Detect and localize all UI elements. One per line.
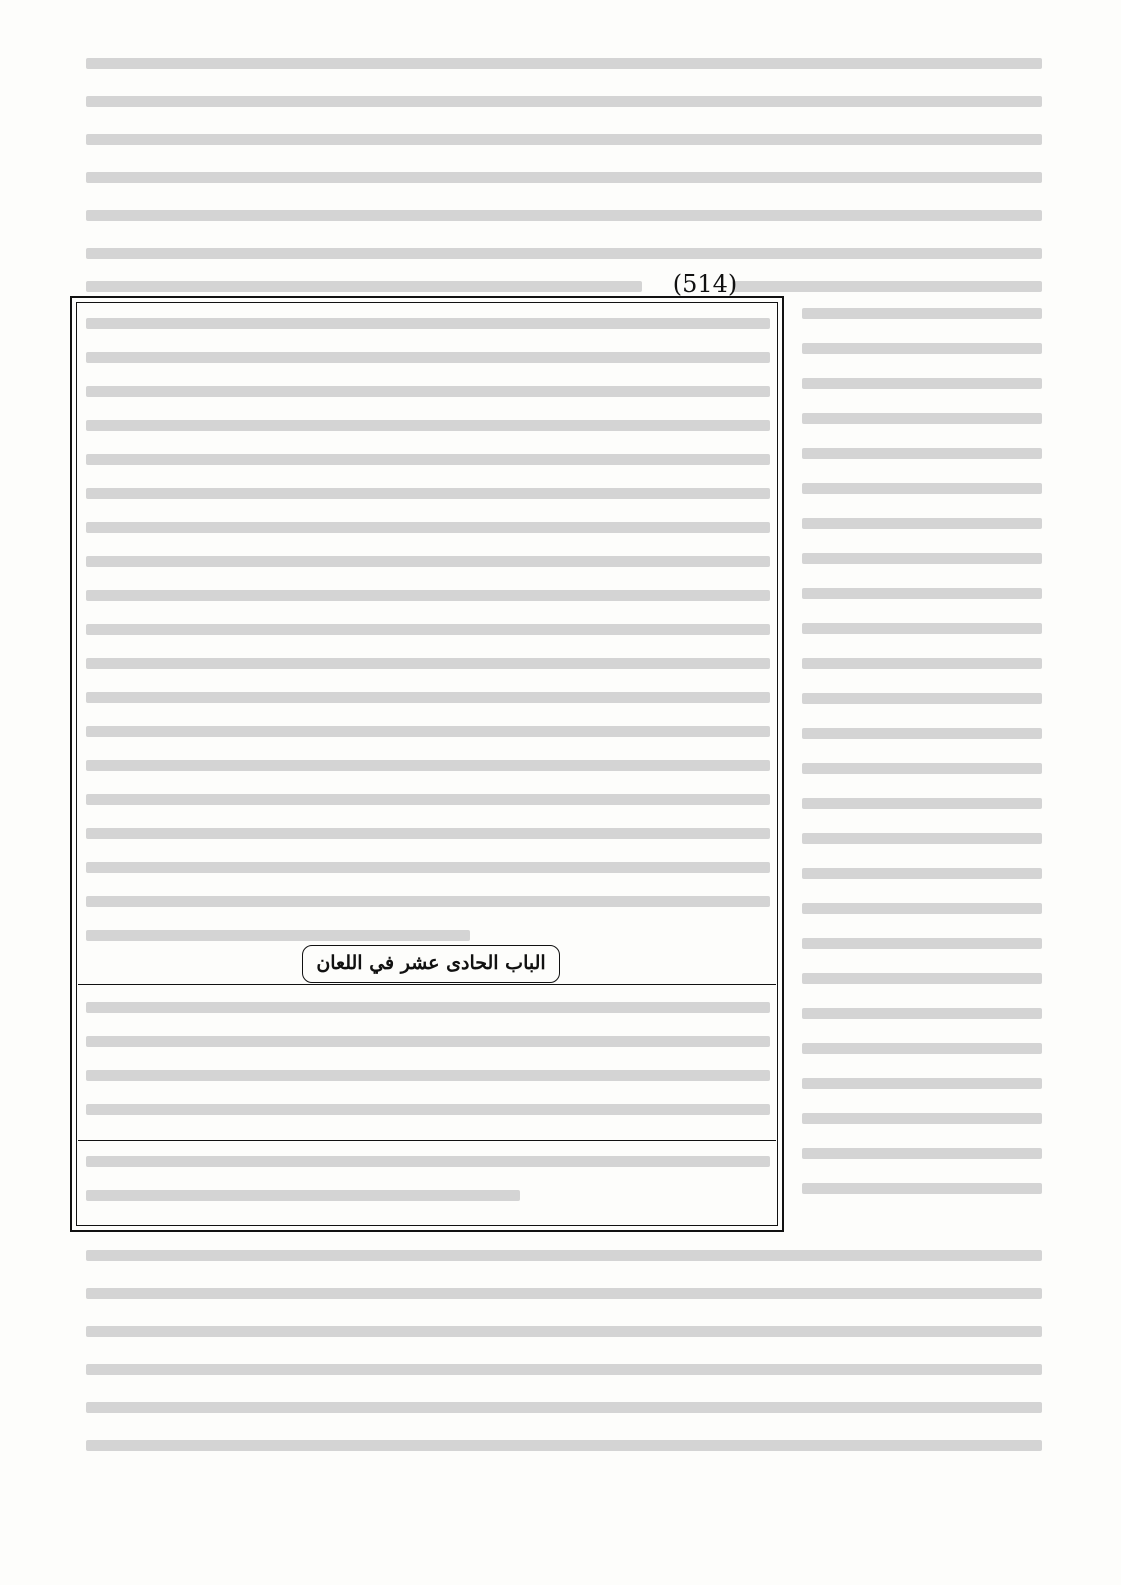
bottom-body-text xyxy=(86,1232,1042,1462)
text-line-placeholder xyxy=(86,248,1042,259)
text-line-placeholder xyxy=(86,1288,1042,1299)
text-line-placeholder xyxy=(802,693,1042,704)
text-line-placeholder xyxy=(802,1008,1042,1019)
text-line-placeholder xyxy=(802,903,1042,914)
text-line-placeholder xyxy=(802,658,1042,669)
text-line-placeholder xyxy=(86,726,770,737)
text-line-placeholder xyxy=(86,386,770,397)
lian-chapter-body xyxy=(86,996,770,1136)
text-line-placeholder xyxy=(86,692,770,703)
text-line-placeholder xyxy=(802,1183,1042,1194)
text-line-placeholder xyxy=(86,862,770,873)
commentary-block xyxy=(86,310,770,935)
footnote-block xyxy=(86,1148,770,1218)
text-line-placeholder xyxy=(802,448,1042,459)
page-number-display: (514) xyxy=(672,270,738,298)
text-line-placeholder xyxy=(86,556,770,567)
text-line-placeholder xyxy=(802,868,1042,879)
text-line-placeholder xyxy=(86,1326,1042,1337)
text-line-placeholder xyxy=(86,1440,1042,1451)
marginal-column xyxy=(794,296,1042,1216)
text-line-placeholder xyxy=(86,760,770,771)
text-line-placeholder xyxy=(86,828,770,839)
heading-divider xyxy=(78,984,776,985)
text-line-placeholder xyxy=(802,833,1042,844)
text-line-placeholder xyxy=(86,590,770,601)
text-line-placeholder xyxy=(802,413,1042,424)
text-line-placeholder xyxy=(86,1402,1042,1413)
text-line-placeholder xyxy=(86,58,1042,69)
text-line-placeholder xyxy=(86,1364,1042,1375)
text-line-placeholder xyxy=(86,658,770,669)
text-line-placeholder xyxy=(802,1113,1042,1124)
text-line-placeholder xyxy=(86,522,770,533)
text-line-placeholder xyxy=(802,798,1042,809)
text-line-placeholder xyxy=(86,1250,1042,1261)
text-line-placeholder xyxy=(86,1070,770,1081)
text-line-placeholder xyxy=(86,1036,770,1047)
text-line-placeholder xyxy=(802,588,1042,599)
text-line-placeholder xyxy=(802,938,1042,949)
text-line-placeholder xyxy=(86,420,770,431)
text-line-placeholder xyxy=(86,454,770,465)
text-line-placeholder xyxy=(86,624,770,635)
text-line-placeholder xyxy=(86,1104,770,1115)
text-line-placeholder xyxy=(86,896,770,907)
text-line-placeholder xyxy=(802,973,1042,984)
text-line-placeholder xyxy=(86,794,770,805)
text-line-placeholder xyxy=(86,172,1042,183)
text-line-placeholder xyxy=(86,134,1042,145)
footnote-divider xyxy=(78,1140,776,1141)
top-body-text xyxy=(86,45,1042,295)
text-line-placeholder xyxy=(802,1078,1042,1089)
text-line-placeholder xyxy=(802,763,1042,774)
chapter-heading: الباب الحادى عشر في اللعان xyxy=(302,945,560,983)
text-line-placeholder xyxy=(802,728,1042,739)
text-line-placeholder xyxy=(86,930,470,941)
text-line-placeholder xyxy=(802,553,1042,564)
text-line-placeholder xyxy=(802,518,1042,529)
text-line-placeholder xyxy=(86,1002,770,1013)
text-line-placeholder xyxy=(802,623,1042,634)
text-line-placeholder xyxy=(802,378,1042,389)
text-line-placeholder xyxy=(802,1043,1042,1054)
text-line-placeholder xyxy=(86,96,1042,107)
text-line-placeholder xyxy=(86,488,770,499)
text-line-placeholder xyxy=(802,1148,1042,1159)
text-line-placeholder xyxy=(86,1190,520,1201)
text-line-placeholder xyxy=(86,210,1042,221)
text-line-placeholder xyxy=(802,483,1042,494)
text-line-placeholder xyxy=(802,308,1042,319)
text-line-placeholder xyxy=(86,352,770,363)
text-line-placeholder xyxy=(802,343,1042,354)
text-line-placeholder xyxy=(86,1156,770,1167)
text-line-placeholder xyxy=(732,281,1042,292)
text-line-placeholder xyxy=(86,318,770,329)
text-line-placeholder xyxy=(86,281,642,292)
